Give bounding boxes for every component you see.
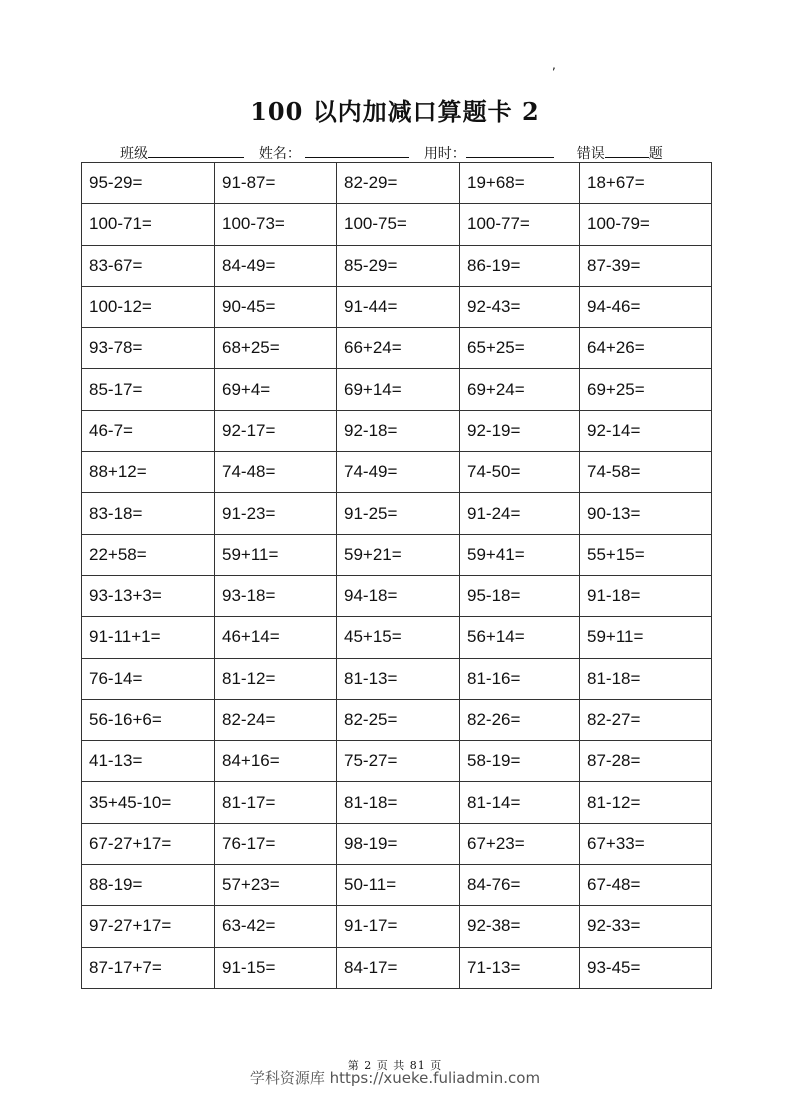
problem-cell: 82-27= (580, 699, 712, 740)
table-row (82, 245, 712, 286)
problem-cell: 74-50= (460, 452, 580, 493)
problem-cell: 64+26= (580, 328, 712, 369)
problem-cell: 100-71= (82, 204, 215, 245)
table-row (82, 617, 712, 658)
source-watermark: 学科资源库 https://xueke.fuliadmin.com (249, 1069, 541, 1087)
problem-cell: 84+16= (215, 741, 337, 782)
problem-cell: 67-27+17= (82, 823, 215, 864)
problem-cell: 18+67= (580, 163, 712, 204)
page-number: 第 2 页 共 81 页 (347, 1059, 443, 1072)
problem-cell: 46+14= (215, 617, 337, 658)
problem-cell: 100-12= (82, 286, 215, 327)
problem-cell: 50-11= (337, 865, 460, 906)
problem-cell: 81-17= (215, 782, 337, 823)
problem-cell: 67+23= (460, 823, 580, 864)
problem-cell: 57+23= (215, 865, 337, 906)
problem-cell: 100-77= (460, 204, 580, 245)
problem-cell: 92-18= (337, 410, 460, 451)
problem-cell: 91-18= (580, 575, 712, 616)
problem-cell: 81-12= (215, 658, 337, 699)
problem-cell: 87-39= (580, 245, 712, 286)
problem-cell: 91-87= (215, 163, 337, 204)
problem-cell: 82-26= (460, 699, 580, 740)
problem-cell: 95-29= (82, 163, 215, 204)
problem-cell: 92-38= (460, 906, 580, 947)
problem-cell: 87-28= (580, 741, 712, 782)
page-title: 100 以内加减口算题卡 2 (250, 97, 540, 126)
table-row (82, 493, 712, 534)
problem-cell: 87-17+7= (82, 947, 215, 988)
problem-cell: 97-27+17= (82, 906, 215, 947)
problem-cell: 45+15= (337, 617, 460, 658)
problem-cell: 82-29= (337, 163, 460, 204)
problem-cell: 90-45= (215, 286, 337, 327)
problem-cell: 69+25= (580, 369, 712, 410)
problem-cell: 68+25= (215, 328, 337, 369)
problem-cell: 91-15= (215, 947, 337, 988)
problem-cell: 91-25= (337, 493, 460, 534)
problem-cell: 74-49= (337, 452, 460, 493)
problem-cell: 58-19= (460, 741, 580, 782)
problem-cell: 92-19= (460, 410, 580, 451)
problem-cell: 91-17= (337, 906, 460, 947)
problem-cell: 82-25= (337, 699, 460, 740)
problem-cell: 93-45= (580, 947, 712, 988)
problem-cell: 22+58= (82, 534, 215, 575)
problem-cell: 100-73= (215, 204, 337, 245)
problem-cell: 67+33= (580, 823, 712, 864)
problem-cell: 69+24= (460, 369, 580, 410)
table-row (82, 452, 712, 493)
problem-cell: 81-13= (337, 658, 460, 699)
table-row (82, 947, 712, 988)
problem-cell: 92-17= (215, 410, 337, 451)
table-row (82, 575, 712, 616)
table-row (82, 699, 712, 740)
problem-cell: 84-49= (215, 245, 337, 286)
problem-cell: 35+45-10= (82, 782, 215, 823)
problem-cell: 93-18= (215, 575, 337, 616)
problem-cell: 19+68= (460, 163, 580, 204)
problem-cell: 59+41= (460, 534, 580, 575)
name-blank[interactable] (305, 145, 409, 158)
problem-cell: 83-18= (82, 493, 215, 534)
error-label: 错误 (576, 146, 605, 162)
class-label: 班级 (120, 146, 148, 162)
table-row (82, 369, 712, 410)
problem-cell: 82-24= (215, 699, 337, 740)
problem-cell: 100-75= (337, 204, 460, 245)
problem-cell: 84-17= (337, 947, 460, 988)
problem-cell: 76-14= (82, 658, 215, 699)
problem-cell: 93-13+3= (82, 575, 215, 616)
problem-cell: 88+12= (82, 452, 215, 493)
table-row (82, 658, 712, 699)
problem-table (81, 162, 712, 989)
problem-cell: 59+21= (337, 534, 460, 575)
problem-cell: 88-19= (82, 865, 215, 906)
problem-cell: 95-18= (460, 575, 580, 616)
problem-cell: 98-19= (337, 823, 460, 864)
problem-cell: 69+14= (337, 369, 460, 410)
problem-cell: 91-44= (337, 286, 460, 327)
stray-mark: , (552, 58, 556, 72)
problem-cell: 81-14= (460, 782, 580, 823)
error-blank[interactable] (605, 145, 649, 158)
problem-cell: 92-14= (580, 410, 712, 451)
table-row (82, 204, 712, 245)
problem-cell: 56-16+6= (82, 699, 215, 740)
name-label: 姓名： (258, 146, 301, 162)
problem-cell: 63-42= (215, 906, 337, 947)
time-blank[interactable] (466, 145, 554, 158)
error-suffix: 题 (648, 146, 663, 162)
problem-cell: 56+14= (460, 617, 580, 658)
problem-cell: 83-67= (82, 245, 215, 286)
problem-cell: 81-12= (580, 782, 712, 823)
table-row (82, 328, 712, 369)
problem-cell: 86-19= (460, 245, 580, 286)
problem-cell: 81-18= (337, 782, 460, 823)
problem-cell: 71-13= (460, 947, 580, 988)
problem-cell: 69+4= (215, 369, 337, 410)
problem-cell: 85-29= (337, 245, 460, 286)
problem-cell: 91-23= (215, 493, 337, 534)
problem-cell: 76-17= (215, 823, 337, 864)
problem-cell: 41-13= (82, 741, 215, 782)
student-info-line (120, 143, 663, 163)
table-row (82, 534, 712, 575)
problem-cell: 90-13= (580, 493, 712, 534)
problem-cell: 67-48= (580, 865, 712, 906)
time-label: 用时： (423, 146, 466, 162)
problem-cell: 94-18= (337, 575, 460, 616)
table-row (82, 741, 712, 782)
class-blank[interactable] (148, 145, 244, 158)
problem-cell: 46-7= (82, 410, 215, 451)
table-row (82, 865, 712, 906)
problem-cell: 59+11= (580, 617, 712, 658)
table-row (82, 782, 712, 823)
problem-cell: 74-58= (580, 452, 712, 493)
problem-cell: 91-11+1= (82, 617, 215, 658)
problem-cell: 85-17= (82, 369, 215, 410)
table-row (82, 286, 712, 327)
problem-cell: 65+25= (460, 328, 580, 369)
problem-cell: 55+15= (580, 534, 712, 575)
problem-cell: 100-79= (580, 204, 712, 245)
problem-cell: 91-24= (460, 493, 580, 534)
problem-cell: 92-43= (460, 286, 580, 327)
problem-cell: 74-48= (215, 452, 337, 493)
table-row (82, 906, 712, 947)
table-row (82, 410, 712, 451)
problem-cell: 59+11= (215, 534, 337, 575)
problem-cell: 81-18= (580, 658, 712, 699)
problem-cell: 84-76= (460, 865, 580, 906)
problem-cell: 94-46= (580, 286, 712, 327)
problem-cell: 93-78= (82, 328, 215, 369)
problem-cell: 75-27= (337, 741, 460, 782)
problem-cell: 81-16= (460, 658, 580, 699)
table-row (82, 163, 712, 204)
table-row (82, 823, 712, 864)
problem-cell: 92-33= (580, 906, 712, 947)
problem-cell: 66+24= (337, 328, 460, 369)
